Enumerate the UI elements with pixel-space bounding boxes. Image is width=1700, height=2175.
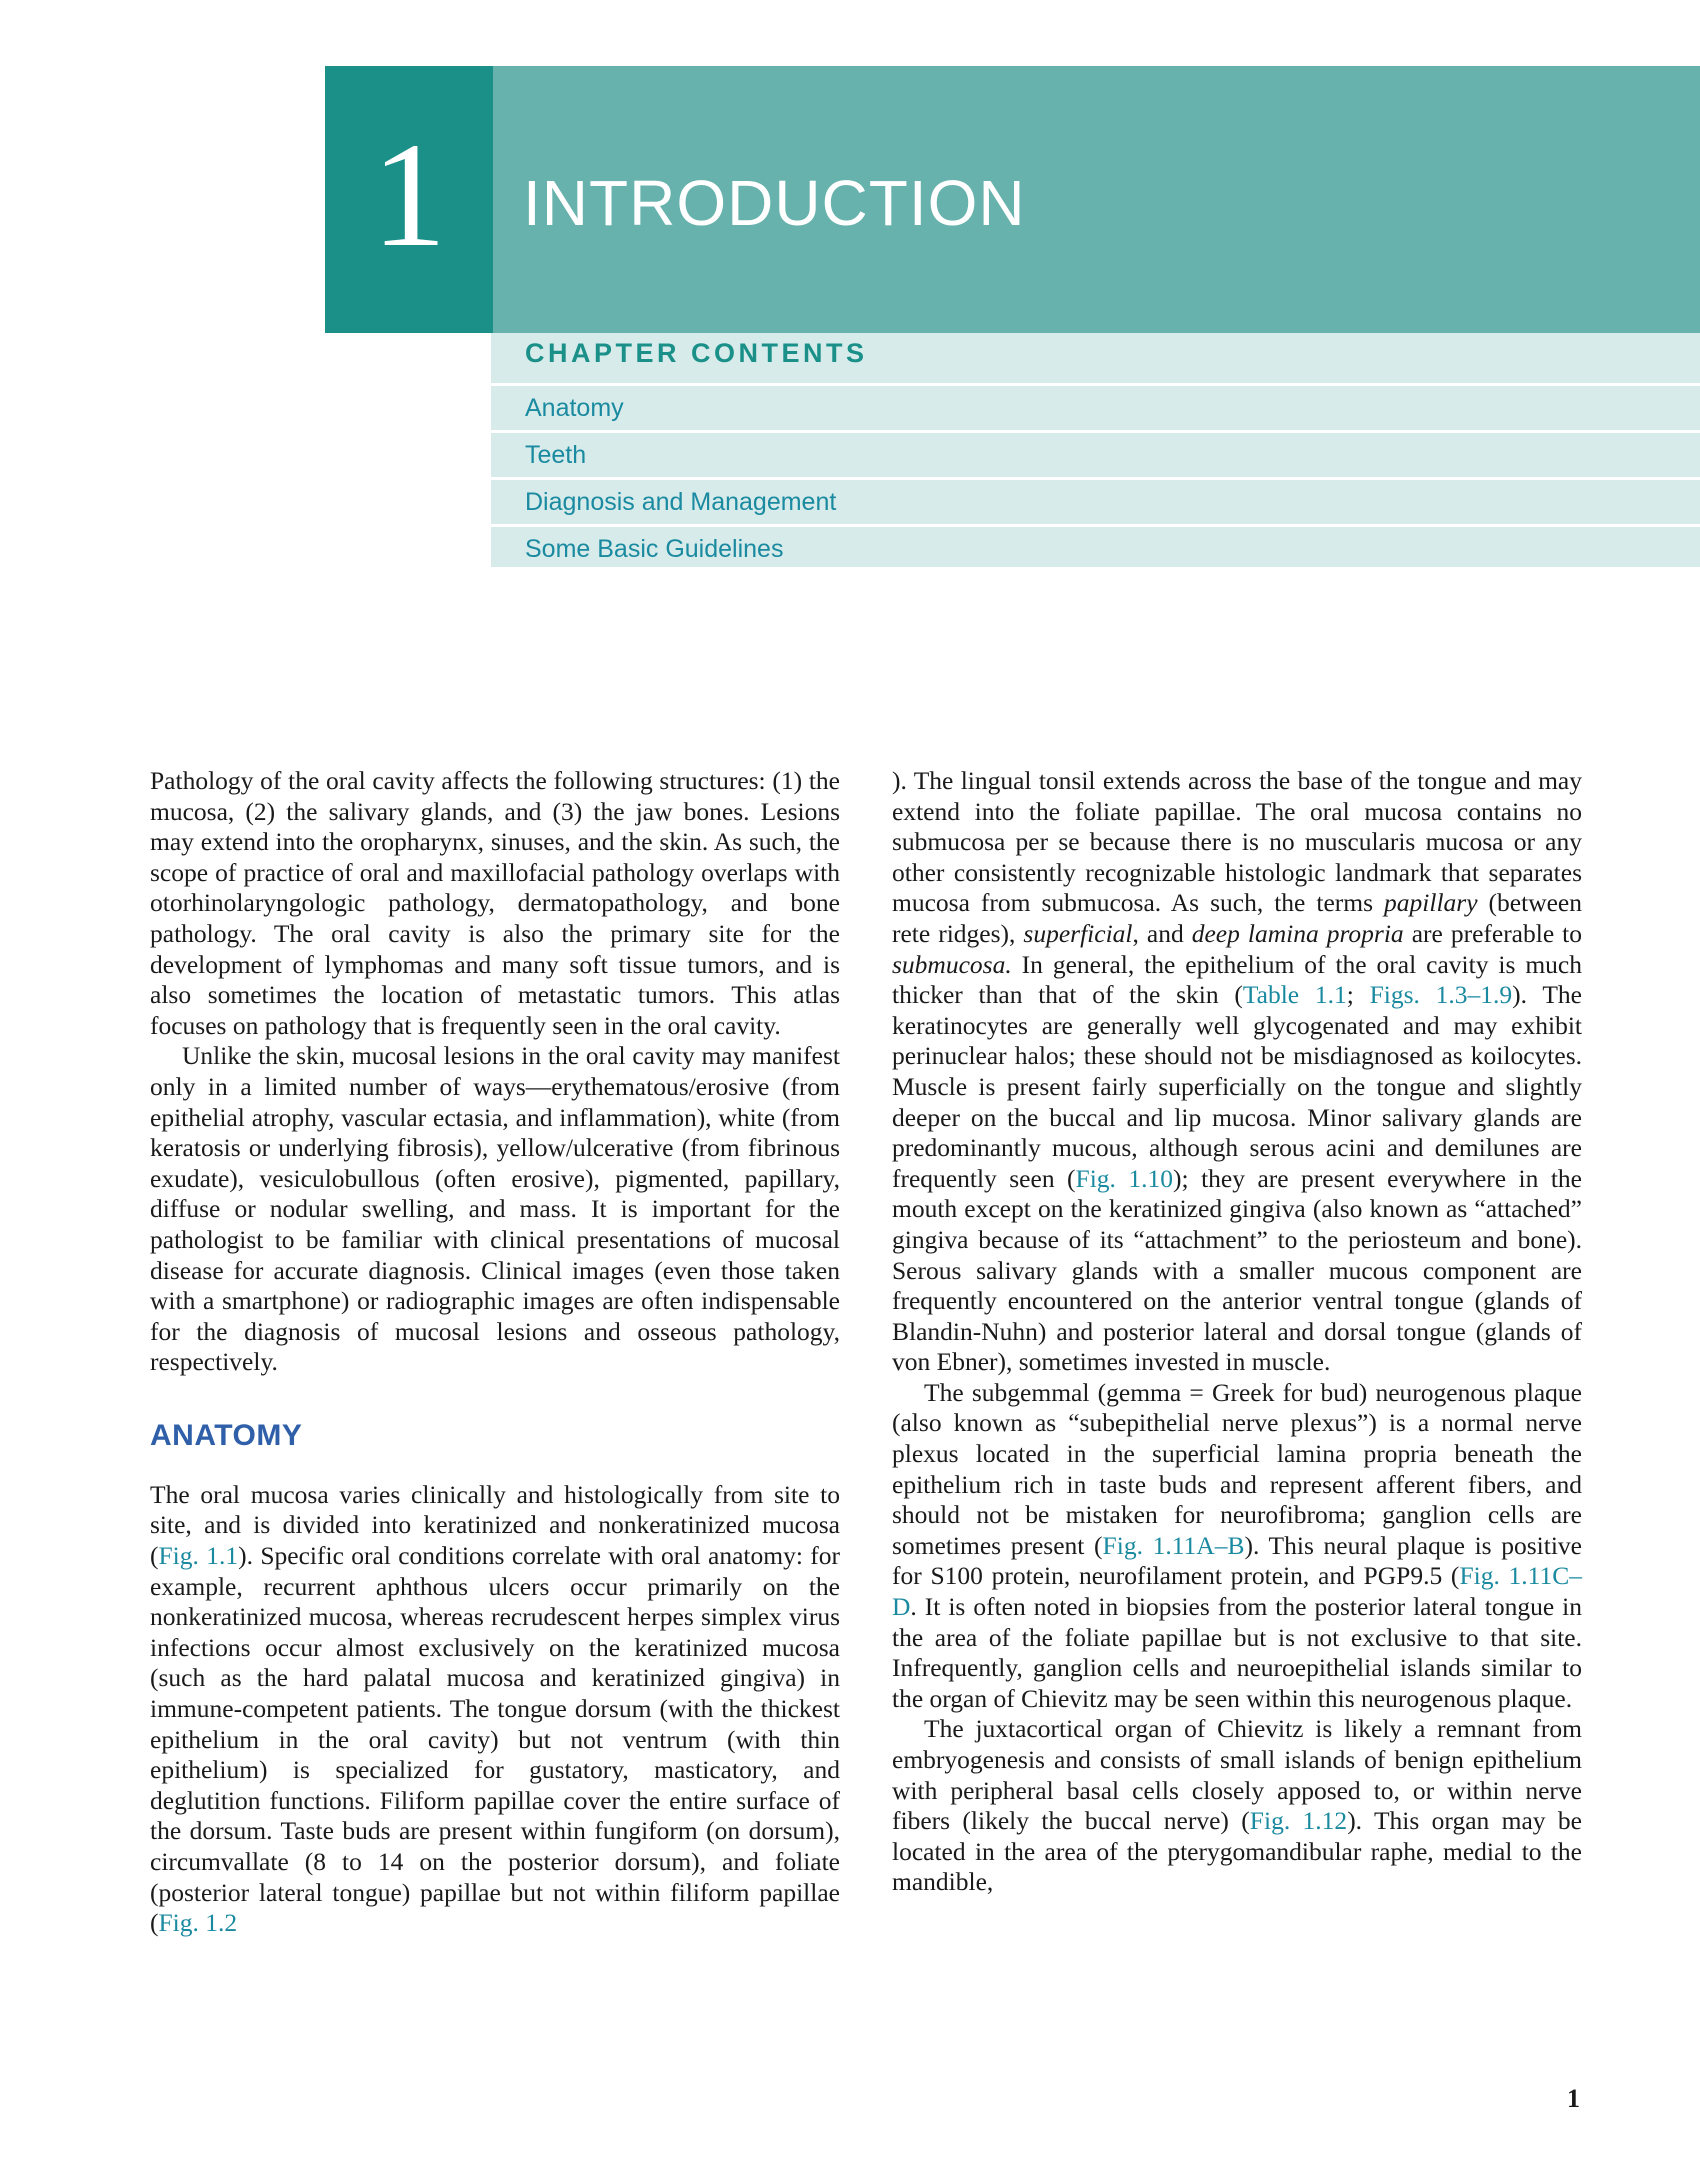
figure-ref-1-1[interactable]: Fig. 1.1	[158, 1541, 239, 1571]
intro-paragraph-1: Pathology of the oral cavity affects the following structures: (1) the mucosa, (2) the salivary glands, and (3) the jaw bones. Lesions may extend into the oropharynx, sinuses, and the skin. As such, the scope of practice of oral and maxillofacial pathology overlaps with otorhinolaryngologic pathology, dermatopathology, and bone pathology. The oral cavity is also the primary site for the development of lymphomas and many soft tissue tumors, and is also sometimes the location of metastatic tumors. This atlas focuses on pathology that is frequently seen in the oral cavity.	[150, 766, 840, 1040]
term-superficial: superficial	[1023, 918, 1133, 948]
chapter-contents-heading: CHAPTER CONTENTS	[525, 338, 868, 368]
toc-item-diagnosis-and-management[interactable]: Diagnosis and Management	[491, 477, 1700, 524]
figure-ref-1-2[interactable]: Fig. 1.2	[158, 1908, 238, 1938]
figure-ref-1-12[interactable]: Fig. 1.12	[1249, 1806, 1348, 1836]
anatomy-paragraph-2: The subgemmal (gemma = Greek for bud) neurogenous plaque (also known as “subepithelial nerve plexus”) is a normal nerve plexus located in the superficial lamina propria beneath the epithelium rich in taste buds and represent afferent fibers, and should not be mistaken for neurofibroma; ganglion cells are sometimes present (Fig. 1.11A–B). This neural plaque is positive for S100 protein, neurofilament protein, and PGP9.5 (Fig. 1.11C–D. It is often noted in biopsies from the posterior lateral tongue in the area of the foliate papillae but is not exclusive to that site. Infrequently, ganglion cells and neuroepithelial islands similar to the organ of Chievitz may be seen within this neurogenous plaque.	[892, 1377, 1582, 1713]
chapter-contents-box	[491, 333, 1700, 567]
figure-ref-1-10[interactable]: Fig. 1.10	[1075, 1163, 1174, 1193]
term-submucosa: submucosa.	[892, 949, 1012, 979]
chapter-contents-list	[491, 383, 1700, 571]
chapter-title: INTRODUCTION	[523, 167, 1026, 239]
term-deep-lamina-propria: deep lamina propria	[1191, 918, 1404, 948]
page-number: 1	[1567, 2084, 1580, 2113]
figure-ref-1-11c-d[interactable]: Fig. 1.11C–D	[892, 1561, 1582, 1622]
anatomy-paragraph-1-start: The oral mucosa varies clinically and histologically from site to site, and is divided into keratinized and nonkeratinized mucosa (Fig. 1.1). Specific oral conditions correlate with oral anatomy: for example, recurrent aphthous ulcers occur primarily on the nonkeratinized mucosa, whereas recrudescent herpes simplex virus infections occur almost exclusively on the keratinized mucosa (such as the hard palatal mucosa and keratinized gingiva) in immune-competent patients. The tongue dorsum (with the thickest epithelium in the oral cavity) but not ventrum (with thin epithelium) is specialized for gustatory, masticatory, and deglutition functions. Filiform papillae cover the entire surface of the dorsum. Taste buds are present within fungiform (on dorsum), circumvallate (8 to 14 on the posterior dorsum), and foliate (posterior lateral tongue) papillae but not within filiform papillae (Fig. 1.2	[150, 1479, 840, 1938]
intro-paragraph-2: Unlike the skin, mucosal lesions in the oral cavity may manifest only in a limited number of ways—erythematous/erosive (from epithelial atrophy, vascular ectasia, and inflammation), white (from keratosis or underlying fibrosis), yellow/ulcerative (from fibrinous exudate), vesiculobullous (often erosive), pigmented, papillary, diffuse or nodular swelling, and mass. It is important for the pathologist to be familiar with clinical presentations of mucosal disease for accurate diagnosis. Clinical images (even those taken with a smartphone) or radiographic images are often indispensable for the diagnosis of mucosal lesions and osseous pathology, respectively.	[150, 1041, 840, 1377]
table-ref-1-1[interactable]: Table 1.1	[1242, 980, 1347, 1010]
term-papillary: papillary	[1384, 888, 1478, 918]
toc-item-anatomy[interactable]: Anatomy	[491, 383, 1700, 430]
figure-ref-1-11a-b[interactable]: Fig. 1.11A–B	[1102, 1530, 1245, 1560]
anatomy-paragraph-3: The juxtacortical organ of Chievitz is likely a remnant from embryogenesis and consists of small islands of benign epithelium with peripheral basal cells closely apposed to, or within nerve fibers (likely the buccal nerve) (Fig. 1.12). This organ may be located in the area of the pterygomandibular raphe, medial to the mandible,	[892, 1714, 1582, 1897]
toc-item-some-basic-guidelines[interactable]: Some Basic Guidelines	[491, 524, 1700, 571]
anatomy-paragraph-1-continued: ). The lingual tonsil extends across the base of the tongue and may extend into the foliate papillae. The oral mucosa contains no submucosa per se because there is no muscularis mucosa or any other consistently recognizable histologic landmark that separates mucosa from submucosa. As such, the terms papillary (between rete ridges), superficial, and deep lamina propria are preferable to submucosa. In general, the epithelium of the oral cavity is much thicker than that of the skin (Table 1.1; Figs. 1.3–1.9). The keratinocytes are generally well glycogenated and may exhibit perinuclear halos; these should not be misdiagnosed as koilocytes. Muscle is present fairly superficially on the tongue and slightly deeper on the buccal and lip mucosa. Minor salivary glands are predominantly mucous, although serous acini and demilunes are frequently seen (Fig. 1.10); they are present everywhere in the mouth except on the keratinized gingiva (also known as “attached” gingiva because of its “attachment” to the periosteum and bone). Serous salivary glands with a smaller mucous component are frequently encountered on the anterior ventral tongue (glands of Blandin-Nuhn) and posterior lateral and dorsal tongue (glands of von Ebner), sometimes invested in muscle.	[892, 766, 1582, 1377]
chapter-number: 1	[371, 111, 447, 278]
toc-item-teeth[interactable]: Teeth	[491, 430, 1700, 477]
chapter-number-block	[325, 66, 493, 333]
chapter-title-block	[493, 66, 1700, 333]
body-column-right	[892, 766, 1582, 1898]
body-column-left	[150, 766, 840, 1939]
figure-ref-1-3-to-1-9[interactable]: Figs. 1.3–1.9	[1369, 980, 1513, 1010]
anatomy-heading: ANATOMY	[150, 1418, 303, 1452]
